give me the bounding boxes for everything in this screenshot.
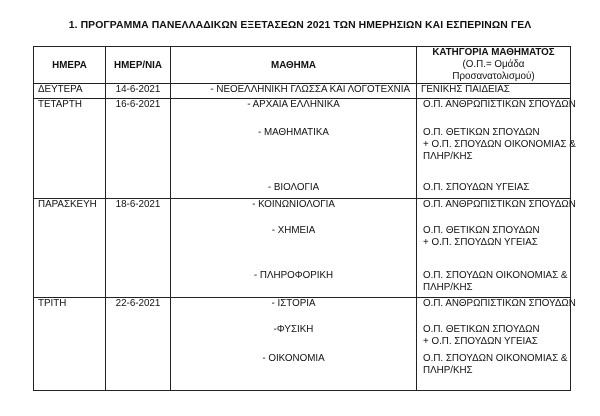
category-text: ΠΛΗΡ/ΚΗΣ — [423, 151, 473, 162]
header-category-note: (Ο.Π.= Ομάδα Προσανατολισμού) — [452, 59, 535, 82]
table-header-row — [34, 47, 571, 84]
subject-cell — [171, 199, 417, 298]
day-cell: ΤΕΤΑΡΤΗ — [34, 99, 106, 199]
date-cell: 14-6-2021 — [106, 84, 171, 99]
category-text: Ο.Π. ΘΕΤΙΚΩΝ ΣΠΟΥΔΩΝ — [423, 324, 540, 335]
day-cell: ΠΑΡΑΣΚΕΥΗ — [34, 199, 106, 298]
subject-text: -ΦΥΣΙΚΗ — [273, 324, 314, 335]
day-cell: ΤΡΙΤΗ — [34, 298, 106, 391]
table-row — [34, 298, 571, 391]
page-title: 1. ΠΡΟΓΡΑΜΜΑ ΠΑΝΕΛΛΑΔΙΚΩΝ ΕΞΕΤΑΣΕΩΝ 2021 ΤΩΝ ΗΜΕΡΗΣΙΩΝ ΚΑΙ ΕΣΠΕΡΙΝΩΝ ΓΕΛ — [68, 20, 532, 31]
header-category-label: ΚΑΤΗΓΟΡΙΑ ΜΑΘΗΜΑΤΟΣ — [432, 47, 555, 58]
category-cell — [417, 298, 576, 391]
subject-cell — [171, 84, 417, 99]
date-cell: 16-6-2021 — [106, 99, 171, 199]
date-cell: 22-6-2021 — [106, 298, 171, 391]
category-text: Ο.Π. ΣΠΟΥΔΩΝ ΟΙΚΟΝΟΜΙΑΣ & — [423, 353, 568, 364]
exam-schedule-table — [33, 46, 576, 391]
subject-text: - ΙΣΤΟΡΙΑ — [271, 298, 316, 309]
category-text: Ο.Π. ΣΠΟΥΔΩΝ ΥΓΕΙΑΣ — [423, 182, 530, 193]
category-text: Ο.Π. ΑΝΘΡΩΠΙΣΤΙΚΩΝ ΣΠΟΥΔΩΝ — [423, 298, 576, 309]
subject-text: - ΚΟΙΝΩΝΙΟΛΟΓΙΑ — [252, 199, 335, 210]
subject-text: - ΠΛΗΡΟΦΟΡΙΚΗ — [253, 270, 334, 281]
table-row — [34, 199, 571, 298]
category-text: + Ο.Π. ΣΠΟΥΔΩΝ ΥΓΕΙΑΣ — [423, 336, 538, 347]
category-text: Ο.Π. ΣΠΟΥΔΩΝ ΟΙΚΟΝΟΜΙΑΣ & — [423, 270, 568, 281]
category-text: Ο.Π. ΑΝΘΡΩΠΙΣΤΙΚΩΝ ΣΠΟΥΔΩΝ — [423, 99, 576, 110]
subject-text: - ΝΕΟΕΛΛΗΝΙΚΗ ΓΛΩΣΣΑ ΚΑΙ ΛΟΓΟΤΕΧΝΙΑ — [210, 84, 410, 95]
header-category — [417, 47, 571, 84]
subject-text: - ΧΗΜΕΙΑ — [271, 225, 316, 236]
category-cell — [417, 84, 571, 99]
header-day: ΗΜΕΡΑ — [34, 47, 106, 84]
header-date: ΗΜΕΡ/ΝΙΑ — [106, 47, 171, 84]
category-text: Ο.Π. ΘΕΤΙΚΩΝ ΣΠΟΥΔΩΝ — [423, 127, 540, 138]
category-text: Ο.Π. ΘΕΤΙΚΩΝ ΣΠΟΥΔΩΝ — [423, 225, 540, 236]
subject-text: - ΑΡΧΑΙΑ ΕΛΛΗΝΙΚΑ — [247, 99, 340, 110]
category-text: ΠΛΗΡ/ΚΗΣ — [423, 365, 473, 376]
subject-cell — [171, 298, 417, 391]
category-text: ΠΛΗΡ/ΚΗΣ — [423, 282, 473, 293]
table-row — [34, 99, 571, 199]
category-cell — [417, 199, 576, 298]
category-cell — [417, 99, 576, 199]
subject-cell — [171, 99, 417, 199]
header-subject: ΜΑΘΗΜΑ — [171, 47, 417, 84]
subject-text: - ΒΙΟΛΟΓΙΑ — [267, 182, 320, 193]
category-text: + Ο.Π. ΣΠΟΥΔΩΝ ΥΓΕΙΑΣ — [423, 237, 538, 248]
category-text: + Ο.Π. ΣΠΟΥΔΩΝ ΟΙΚΟΝΟΜΙΑΣ & — [423, 139, 576, 150]
category-text: ΓΕΝΙΚΗΣ ΠΑΙΔΕΙΑΣ — [421, 84, 510, 95]
category-text: Ο.Π. ΑΝΘΡΩΠΙΣΤΙΚΩΝ ΣΠΟΥΔΩΝ — [423, 199, 576, 210]
subject-text: - ΜΑΘΗΜΑΤΙΚΑ — [258, 127, 329, 138]
day-cell: ΔΕΥΤΕΡΑ — [34, 84, 106, 99]
subject-text: - ΟΙΚΟΝΟΜΙΑ — [262, 353, 325, 364]
table-row — [34, 84, 571, 99]
date-cell: 18-6-2021 — [106, 199, 171, 298]
